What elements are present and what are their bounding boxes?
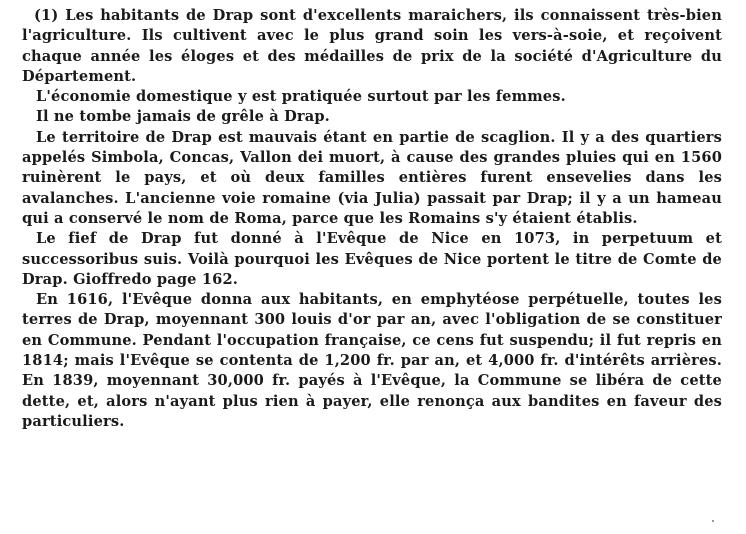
paragraph-domestic-economy: L'économie domestique y est pratiquée surtout par les femmes. xyxy=(36,88,566,106)
paragraph-territory: Le territoire de Drap est mauvais étant en partie de scaglion. Il y a des quartiers appelés Simbola, Concas, Vallon dei muort, à cause des grandes pluies qui en 1560 ruinèrent le pays, et où deux familles entières furent ensevelies dans les avalanches. L'ancienne voie romaine (via Julia) passait par Drap; il y a un hameau qui a conservé le nom de Roma, parce que les Romains s'y étaient établis. xyxy=(22,128,722,227)
paragraph-commune-history: En 1616, l'Evêque donna aux habitants, en emphytéose perpétuelle, toutes les terres de Drap, moyennant 300 louis d'or par an, avec l'obligation de se constituer en Commune. Pendant l'occupation française, ce cens fut suspendu; il fut repris en 1814; mais l'Evêque se contenta de 1,200 fr. par an, et 4,000 fr. d'intérêts arrières. En 1839, moyennant 30,000 fr. payés à l'Evêque, la Commune se libéra de cette dette, et, alors n'ayant plus rien à payer, elle renonça aux bandites en faveur des particuliers. xyxy=(22,291,722,430)
scan-speck xyxy=(712,520,714,522)
paragraph-no-hail: Il ne tombe jamais de grêle à Drap. xyxy=(36,108,330,126)
paragraph-fief: Le fief de Drap fut donné à l'Evêque de Nice en 1073, in perpetuum et successoribus suis. Voilà pourquoi les Evêques de Nice portent le titre de Comte de Drap. Gioffredo page 162. xyxy=(22,230,722,288)
paragraph-footnote-intro: (1) Les habitants de Drap sont d'excellents maraichers, ils connaissent très-bien l'agriculture. Ils cultivent avec le plus grand soin les vers-à-soie, et reçoivent chaque année les éloges et des médailles de prix de la société d'Agriculture du Département. xyxy=(22,7,722,85)
